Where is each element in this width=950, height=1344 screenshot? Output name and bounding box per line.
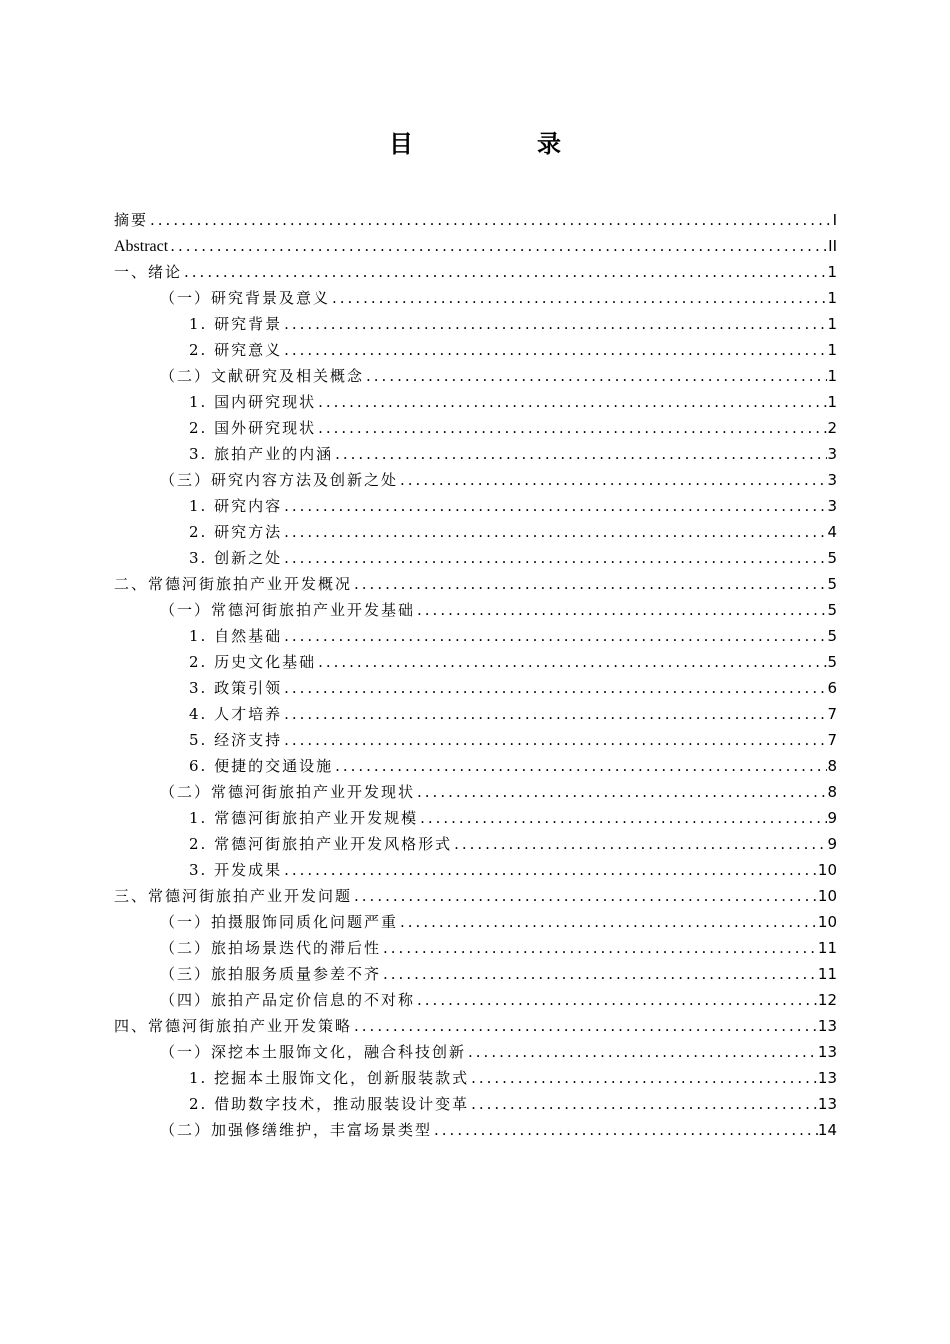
toc-entry-label: 2. 历史文化基础 xyxy=(189,653,317,671)
toc-entry[interactable] xyxy=(114,831,837,857)
toc-entry[interactable] xyxy=(114,415,837,441)
toc-entry-page-number: 5 xyxy=(827,549,837,567)
toc-entry-page-number: 7 xyxy=(827,731,837,749)
toc-entry[interactable] xyxy=(114,519,837,545)
toc-entry-page-number: 9 xyxy=(827,809,837,827)
toc-entry-label: 1. 国内研究现状 xyxy=(189,393,317,411)
toc-entry-label: 2. 研究意义 xyxy=(189,341,283,359)
toc-entry[interactable] xyxy=(114,311,837,337)
toc-entry-page-number: 1 xyxy=(827,289,837,307)
toc-entry[interactable] xyxy=(114,493,837,519)
toc-dot-leader xyxy=(352,883,818,909)
toc-entry-page-number: 7 xyxy=(827,705,837,723)
toc-entry-label: （二）旅拍场景迭代的滞后性 xyxy=(160,939,382,957)
toc-dot-leader xyxy=(352,1013,818,1039)
toc-entry-label: （一）深挖本土服饰文化，融合科技创新 xyxy=(160,1043,467,1061)
toc-entry-page-number: 3 xyxy=(827,471,837,489)
toc-entry[interactable] xyxy=(114,571,837,597)
toc-entry-label: 1. 挖掘本土服饰文化，创新服装款式 xyxy=(189,1069,470,1087)
toc-entry[interactable] xyxy=(114,779,837,805)
toc-entry-label: 3. 开发成果 xyxy=(189,861,283,879)
page-title: 目 录 xyxy=(389,130,611,158)
toc-entry[interactable] xyxy=(114,623,837,649)
toc-entry[interactable] xyxy=(114,259,837,285)
toc-dot-leader xyxy=(398,909,818,935)
toc-entry-label: 1. 常德河街旅拍产业开发规模 xyxy=(189,809,419,827)
toc-entry-page-number: 9 xyxy=(827,835,837,853)
table-of-contents xyxy=(114,207,837,1143)
toc-entry-label: （一）研究背景及意义 xyxy=(160,289,331,307)
toc-entry[interactable] xyxy=(114,1065,837,1091)
toc-entry-page-number: 11 xyxy=(817,939,837,957)
toc-entry-label: （三）旅拍服务质量参差不齐 xyxy=(160,965,382,983)
toc-entry[interactable] xyxy=(114,389,837,415)
toc-entry-label: （二）常德河街旅拍产业开发现状 xyxy=(160,783,416,801)
toc-dot-leader xyxy=(466,1039,818,1065)
toc-dot-leader xyxy=(282,545,827,571)
toc-entry-label: 5. 经济支持 xyxy=(189,731,283,749)
toc-entry[interactable] xyxy=(114,987,837,1013)
toc-entry-page-number: 10 xyxy=(817,861,837,879)
toc-entry-page-number: 12 xyxy=(817,991,837,1009)
toc-entry-label: 一、绪论 xyxy=(114,263,183,281)
toc-entry-page-number: 10 xyxy=(817,913,837,931)
toc-entry-label: 摘要 xyxy=(114,211,149,229)
toc-entry[interactable] xyxy=(114,1039,837,1065)
toc-entry-page-number: 1 xyxy=(827,263,837,281)
toc-entry-page-number: II xyxy=(828,237,837,255)
toc-dot-leader xyxy=(330,285,827,311)
toc-entry-label: 1. 研究内容 xyxy=(189,497,283,515)
toc-dot-leader xyxy=(432,1117,818,1143)
toc-dot-leader xyxy=(418,805,827,831)
toc-entry[interactable] xyxy=(114,805,837,831)
toc-dot-leader xyxy=(282,311,827,337)
toc-entry-label: 2. 借助数字技术，推动服装设计变革 xyxy=(189,1095,470,1113)
toc-dot-leader xyxy=(469,1091,818,1117)
toc-dot-leader xyxy=(282,675,827,701)
toc-dot-leader xyxy=(452,831,827,857)
toc-entry-page-number: 10 xyxy=(817,887,837,905)
toc-entry-page-number: 2 xyxy=(827,419,837,437)
toc-entry[interactable] xyxy=(114,1091,837,1117)
toc-entry-page-number: 1 xyxy=(827,341,837,359)
toc-entry-label: 4. 人才培养 xyxy=(189,705,283,723)
toc-entry-label: （二）文献研究及相关概念 xyxy=(160,367,365,385)
toc-entry-label: （一）常德河街旅拍产业开发基础 xyxy=(160,601,416,619)
toc-entry[interactable] xyxy=(114,649,837,675)
toc-entry-page-number: 5 xyxy=(827,627,837,645)
toc-dot-leader xyxy=(182,259,827,285)
toc-entry-label: 2. 国外研究现状 xyxy=(189,419,317,437)
toc-entry[interactable] xyxy=(114,753,837,779)
toc-entry[interactable] xyxy=(114,233,837,259)
toc-entry-label: 二、常德河街旅拍产业开发概况 xyxy=(114,575,353,593)
toc-entry-label: 四、常德河街旅拍产业开发策略 xyxy=(114,1017,353,1035)
toc-dot-leader xyxy=(398,467,827,493)
toc-dot-leader xyxy=(415,779,827,805)
toc-dot-leader xyxy=(333,441,827,467)
toc-entry-label: 2. 常德河街旅拍产业开发风格形式 xyxy=(189,835,453,853)
toc-entry-label: （四）旅拍产品定价信息的不对称 xyxy=(160,991,416,1009)
toc-entry-page-number: 13 xyxy=(817,1017,837,1035)
toc-entry[interactable] xyxy=(114,961,837,987)
toc-entry[interactable] xyxy=(114,675,837,701)
toc-dot-leader xyxy=(316,389,827,415)
toc-entry[interactable] xyxy=(114,857,837,883)
toc-entry[interactable] xyxy=(114,337,837,363)
toc-entry-page-number: 8 xyxy=(827,783,837,801)
toc-dot-leader xyxy=(469,1065,818,1091)
toc-dot-leader xyxy=(282,701,827,727)
toc-entry-label: （一）拍摄服饰同质化问题严重 xyxy=(160,913,399,931)
toc-entry[interactable] xyxy=(114,1117,837,1143)
toc-entry[interactable] xyxy=(114,207,837,233)
toc-entry[interactable] xyxy=(114,441,837,467)
toc-entry-page-number: 1 xyxy=(827,367,837,385)
toc-entry-page-number: 8 xyxy=(827,757,837,775)
toc-entry-label: 1. 研究背景 xyxy=(189,315,283,333)
toc-entry-label: 2. 研究方法 xyxy=(189,523,283,541)
toc-entry-page-number: 13 xyxy=(817,1043,837,1061)
toc-dot-leader xyxy=(282,337,827,363)
toc-entry-label: Abstract xyxy=(114,238,169,255)
toc-entry-label: 3. 政策引领 xyxy=(189,679,283,697)
toc-entry[interactable] xyxy=(114,1013,837,1039)
toc-entry[interactable] xyxy=(114,883,837,909)
toc-entry-page-number: 1 xyxy=(827,393,837,411)
toc-entry-label: 1. 自然基础 xyxy=(189,627,283,645)
toc-entry-page-number: 4 xyxy=(827,523,837,541)
toc-entry-page-number: 13 xyxy=(817,1069,837,1087)
toc-entry[interactable] xyxy=(114,545,837,571)
toc-entry-label: 三、常德河街旅拍产业开发问题 xyxy=(114,887,353,905)
toc-entry[interactable] xyxy=(114,467,837,493)
toc-entry-page-number: 13 xyxy=(817,1095,837,1113)
toc-entry[interactable] xyxy=(114,909,837,935)
toc-dot-leader xyxy=(282,727,827,753)
toc-entry-page-number: 5 xyxy=(827,601,837,619)
toc-entry-label: （三）研究内容方法及创新之处 xyxy=(160,471,399,489)
toc-dot-leader xyxy=(282,623,827,649)
toc-dot-leader xyxy=(282,493,827,519)
toc-entry[interactable] xyxy=(114,701,837,727)
toc-dot-leader xyxy=(381,935,818,961)
toc-entry-page-number: 11 xyxy=(817,965,837,983)
toc-entry-label: 6. 便捷的交通设施 xyxy=(189,757,334,775)
toc-entry-page-number: 1 xyxy=(827,315,837,333)
toc-entry[interactable] xyxy=(114,597,837,623)
toc-dot-leader xyxy=(148,207,833,233)
toc-entry-label: （二）加强修缮维护，丰富场景类型 xyxy=(160,1121,433,1139)
toc-dot-leader xyxy=(381,961,818,987)
toc-entry-label: 3. 创新之处 xyxy=(189,549,283,567)
toc-dot-leader xyxy=(282,519,827,545)
toc-dot-leader xyxy=(282,857,818,883)
toc-entry[interactable] xyxy=(114,727,837,753)
toc-dot-leader xyxy=(352,571,827,597)
toc-dot-leader xyxy=(364,363,827,389)
toc-entry-page-number: 14 xyxy=(817,1121,837,1139)
toc-dot-leader xyxy=(168,233,828,259)
toc-dot-leader xyxy=(415,597,827,623)
toc-entry-page-number: 5 xyxy=(827,653,837,671)
toc-entry-page-number: 3 xyxy=(827,445,837,463)
toc-entry-page-number: I xyxy=(832,211,837,229)
toc-dot-leader xyxy=(333,753,827,779)
toc-entry-page-number: 3 xyxy=(827,497,837,515)
toc-dot-leader xyxy=(415,987,818,1013)
toc-entry-page-number: 6 xyxy=(827,679,837,697)
toc-entry-page-number: 5 xyxy=(827,575,837,593)
toc-entry-label: 3. 旅拍产业的内涵 xyxy=(189,445,334,463)
toc-dot-leader xyxy=(316,415,827,441)
toc-entry[interactable] xyxy=(114,285,837,311)
toc-entry[interactable] xyxy=(114,935,837,961)
toc-entry[interactable] xyxy=(114,363,837,389)
toc-dot-leader xyxy=(316,649,827,675)
